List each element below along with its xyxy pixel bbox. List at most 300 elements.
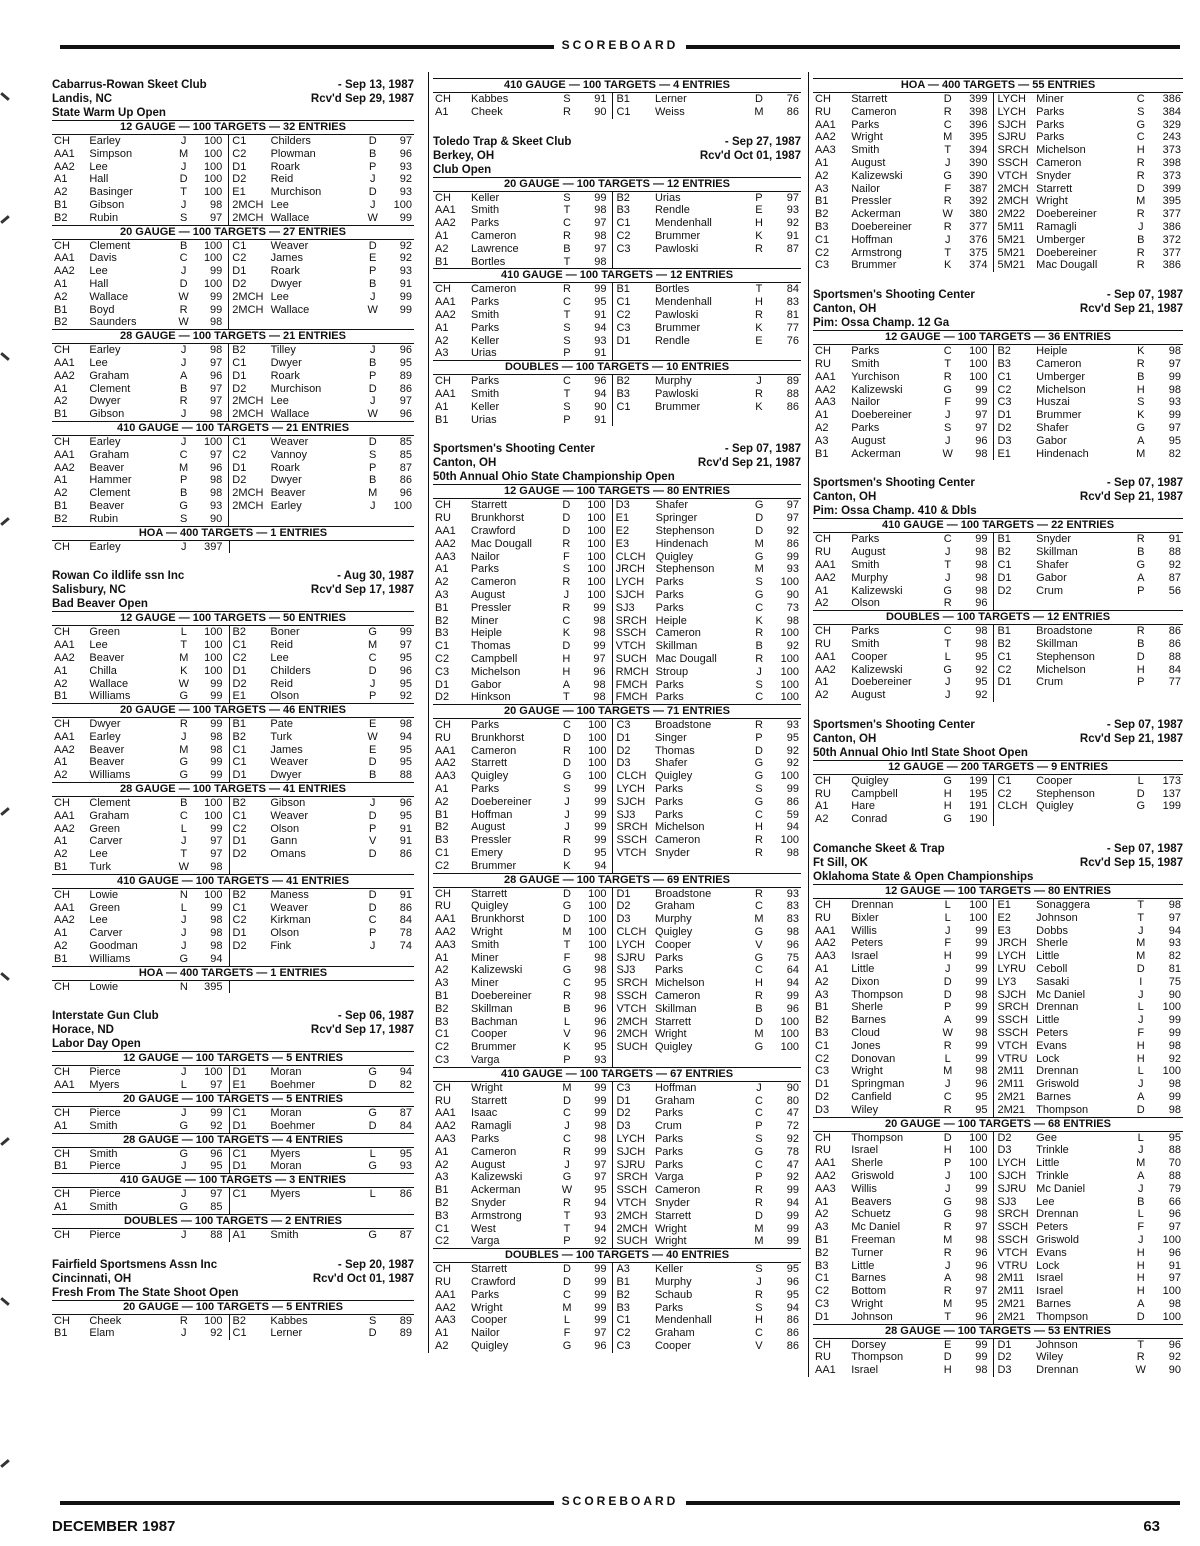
class-cell: VTCH	[994, 1040, 1034, 1053]
score-cell: 100	[203, 160, 223, 173]
initial-cell: G	[943, 1208, 952, 1221]
results-section	[52, 1173, 414, 1214]
club-block	[813, 718, 1183, 826]
score-cell: 100	[969, 1157, 988, 1170]
class-cell: B3	[435, 1209, 449, 1222]
shooter-name-cell: Goodman	[89, 940, 138, 953]
initial-cell: D	[563, 913, 571, 926]
initial-cell: J	[369, 395, 376, 408]
initial-cell: K	[562, 627, 571, 640]
section-heading: 12 GAUGE — 100 TARGETS — 32 ENTRIES	[52, 121, 414, 135]
table-row	[433, 1028, 801, 1041]
received-date: Rcv'd Sep 15, 1987	[1079, 857, 1183, 870]
initial-cell: J	[944, 1170, 951, 1183]
initial-cell: J	[944, 1259, 951, 1272]
class-cell: C1	[229, 1148, 268, 1161]
initial-cell: W	[178, 861, 189, 874]
initial-cell: R	[179, 395, 188, 408]
class-cell: LYCH	[613, 1133, 653, 1146]
initial-cell: R	[179, 303, 188, 316]
initial-cell: J	[180, 356, 187, 369]
score-cell: 96	[975, 1078, 988, 1091]
results-section	[813, 884, 1183, 1117]
table-row	[813, 546, 1183, 559]
score-cell: 99	[786, 1209, 799, 1222]
club-name: Comanche Skeet & Trap	[813, 843, 945, 856]
score-cell: 394	[969, 144, 988, 157]
class-cell: A3	[815, 434, 829, 447]
score-cell: 96	[1168, 1246, 1181, 1259]
class-cell: SSCH	[613, 990, 653, 1003]
initial-cell: M	[754, 913, 764, 926]
initial-cell: S	[755, 1133, 763, 1145]
class-cell: CH	[815, 899, 831, 912]
class-cell: A2	[815, 689, 829, 702]
initial-cell: D	[368, 848, 377, 861]
score-cell: 92	[594, 1235, 607, 1248]
class-cell: E3	[612, 538, 654, 551]
class-cell: 2MCH	[229, 500, 269, 513]
table-row	[52, 1107, 414, 1120]
score-cell: 99	[975, 963, 988, 976]
initial-cell: W	[942, 208, 953, 221]
class-cell	[229, 981, 268, 994]
class-cell: LY3	[994, 976, 1034, 989]
score-cell: 243	[1162, 131, 1181, 144]
class-cell: AA2	[435, 926, 456, 939]
score-cell: 98	[975, 1364, 988, 1377]
shooter-name-cell: Crawford	[470, 1275, 516, 1288]
score-cell: 100	[588, 757, 607, 770]
initial-cell: J	[1137, 988, 1144, 1001]
shooter-name-cell: Starrett	[470, 757, 508, 770]
score-cell: 100	[204, 626, 223, 639]
club-header	[52, 1009, 414, 1023]
score-cell: 99	[594, 1145, 607, 1158]
class-cell: D2	[229, 678, 268, 691]
shooter-name-cell: Pawloski	[654, 387, 699, 400]
results-section	[52, 1092, 414, 1133]
score-cell: 100	[204, 888, 223, 901]
class-cell: RU	[815, 546, 831, 559]
shooter-name-cell: Ackerman	[470, 1184, 521, 1197]
shoot-date: - Sep 27, 1987	[724, 135, 801, 148]
shooter-name-cell: Williams	[89, 769, 131, 782]
initial-cell: C	[1136, 131, 1145, 144]
class-cell: CH	[815, 625, 831, 638]
class-cell: CH	[815, 345, 831, 358]
score-cell: 86	[399, 848, 412, 861]
results-table	[52, 1315, 414, 1341]
score-cell: 86	[1168, 637, 1181, 650]
score-cell: 79	[1168, 1182, 1181, 1195]
score-cell: 59	[786, 808, 799, 821]
class-cell: AA3	[435, 1133, 456, 1145]
score-cell: 89	[399, 1327, 412, 1340]
class-cell: A2	[54, 940, 68, 953]
table-row	[813, 422, 1183, 435]
initial-cell: J	[369, 198, 376, 211]
shooter-name-cell: Starrett	[470, 887, 508, 900]
initial-cell: R	[754, 834, 763, 847]
score-cell: 92	[210, 1119, 223, 1132]
class-cell: D1	[613, 335, 653, 348]
initial-cell: C	[563, 719, 571, 732]
score-cell: 386	[1162, 259, 1181, 272]
shooter-name-cell: Dwyer	[270, 769, 302, 782]
initial-cell: M	[1136, 1157, 1146, 1170]
initial-cell: G	[179, 769, 189, 782]
class-cell: B2	[54, 211, 68, 224]
shooter-name-cell: Kalizewski	[851, 383, 903, 396]
table-row	[52, 1066, 414, 1079]
shooter-name-cell: Mac Dougall	[470, 537, 532, 550]
score-cell: 100	[587, 537, 606, 550]
table-row	[813, 1364, 1183, 1377]
class-cell: C1	[229, 1188, 268, 1201]
class-cell: B2	[994, 546, 1034, 559]
class-cell: AA2	[435, 308, 456, 321]
class-cell: 2MCH	[229, 487, 269, 500]
shooter-name-cell: Barnes	[1036, 1091, 1072, 1104]
score-cell: 94	[1168, 924, 1181, 937]
class-cell: RU	[435, 1275, 451, 1288]
initial-cell: R	[754, 847, 763, 860]
initial-cell: H	[943, 950, 952, 963]
score-cell: 99	[975, 383, 988, 396]
score-cell: 98	[594, 1120, 607, 1133]
table-row	[813, 937, 1183, 950]
shooter-name-cell: Earley	[89, 435, 121, 448]
class-cell: 2MCH	[613, 1223, 653, 1236]
class-cell: AA2	[815, 571, 836, 584]
results-table	[52, 718, 414, 782]
class-cell: A1	[54, 474, 68, 487]
initial-cell: H	[1136, 1039, 1145, 1052]
initial-cell: G	[943, 383, 952, 396]
score-cell: 98	[786, 847, 799, 860]
shooter-name-cell: Doebereiner	[851, 409, 912, 422]
shooter-name-cell: August	[851, 434, 886, 447]
initial-cell: J	[944, 571, 951, 584]
initial-cell: A	[1137, 434, 1145, 447]
table-row	[433, 860, 801, 873]
score-cell: 81	[1168, 963, 1181, 976]
class-cell: CH	[435, 887, 451, 900]
class-cell	[994, 813, 1034, 826]
shooter-name-cell: Mc Daniel	[1036, 988, 1086, 1001]
score-cell: 98	[210, 927, 223, 940]
section-heading: 12 GAUGE — 100 TARGETS — 50 ENTRIES	[52, 612, 414, 626]
shooter-name-cell: Stroup	[655, 665, 689, 678]
score-cell: 87	[399, 461, 412, 474]
score-cell: 90	[786, 1081, 799, 1094]
class-cell: AA1	[435, 204, 456, 217]
initial-cell: T	[944, 558, 952, 571]
score-cell: 96	[399, 664, 412, 677]
class-cell: C1	[229, 810, 268, 823]
class-cell: AA2	[54, 743, 75, 756]
score-cell	[769, 1054, 801, 1067]
score-cell: 100	[204, 797, 223, 810]
score-cell: 100	[587, 588, 606, 601]
score-cell: 94	[399, 1066, 412, 1079]
score-cell: 95	[210, 1160, 223, 1173]
shooter-name-cell: Starrett	[470, 1094, 508, 1107]
shooter-name-cell: Springer	[655, 512, 698, 525]
class-cell: D1	[229, 927, 268, 940]
section-heading: 28 GAUGE — 100 TARGETS — 53 ENTRIES	[813, 1325, 1183, 1339]
initial-cell: G	[754, 550, 764, 563]
initial-cell: P	[755, 1120, 763, 1133]
initial-cell: R	[1136, 169, 1145, 182]
initial-cell: C	[943, 625, 952, 638]
class-cell: B2	[435, 1196, 449, 1209]
class-cell: VTCH	[612, 640, 654, 653]
table-row	[52, 756, 414, 769]
score-cell: 87	[399, 1107, 412, 1120]
shooter-name-cell: Wright	[654, 1222, 687, 1235]
class-cell	[229, 1201, 268, 1214]
shooter-name-cell: Starrett	[1036, 182, 1073, 195]
score-cell: 99	[786, 1184, 799, 1197]
class-cell: 2MCH	[229, 408, 269, 421]
initial-cell: R	[563, 744, 571, 757]
class-cell: A1	[815, 409, 829, 422]
club-header	[813, 842, 1183, 856]
table-row	[813, 899, 1183, 912]
score-cell: 96	[975, 1259, 988, 1272]
shooter-name-cell: Wallace	[89, 290, 129, 303]
score-cell	[769, 256, 801, 269]
shooter-name-cell: Turk	[89, 861, 111, 874]
shooter-name-cell: Parks	[470, 321, 500, 334]
initial-cell: H	[562, 652, 571, 665]
shooter-name-cell: Brummer	[654, 400, 701, 413]
table-row	[433, 217, 801, 230]
initial-cell: R	[755, 627, 764, 640]
score-cell: 72	[786, 1120, 799, 1133]
shooter-name-cell: Mac Dougall	[1036, 259, 1098, 272]
shooter-name-cell: Cameron	[851, 105, 897, 118]
initial-cell: P	[368, 927, 377, 940]
class-cell: E1	[229, 690, 268, 703]
table-row	[433, 1302, 801, 1315]
shooter-name-cell: Drennan	[1036, 1364, 1079, 1377]
table-row	[433, 296, 801, 309]
class-cell: B2	[54, 512, 68, 525]
class-cell: AA1	[54, 809, 75, 822]
shooter-name-cell: Cameron	[1036, 156, 1082, 169]
score-cell: 95	[975, 676, 988, 689]
class-cell: SRCH	[612, 615, 654, 628]
club-location-line	[813, 732, 1183, 746]
shooter-name-cell: Kalizewski	[851, 584, 903, 597]
shooter-name-cell: Peters	[851, 937, 883, 950]
shooter-name-cell: Dobbs	[1036, 924, 1068, 937]
class-cell: SSCH	[613, 834, 653, 847]
initial-cell: R	[563, 229, 571, 242]
shooter-name-cell: Clement	[89, 487, 131, 500]
section-heading: 410 GAUGE — 100 TARGETS — 22 ENTRIES	[813, 519, 1183, 533]
score-cell: 96	[210, 1147, 223, 1160]
initial-cell: D	[943, 988, 952, 1001]
shooter-name-cell: August	[851, 156, 886, 169]
score-cell: 98	[210, 914, 223, 927]
shooter-name-cell: Wright	[851, 131, 883, 144]
table-row	[52, 665, 414, 678]
club-block	[52, 1258, 414, 1341]
shooter-name-cell: Drennan	[1036, 1208, 1079, 1221]
class-cell: CLCH	[612, 551, 654, 564]
initial-cell: R	[943, 195, 952, 208]
table-row	[813, 435, 1183, 448]
initial-cell: T	[563, 1222, 571, 1235]
score-cell: 97	[399, 135, 412, 147]
shooter-name-cell: Moran	[270, 1160, 302, 1173]
shooter-name-cell: Heiple	[1036, 345, 1068, 358]
results-table	[813, 345, 1183, 460]
shooter-name-cell: Isaac	[470, 1107, 498, 1120]
score-cell: 99	[1168, 1027, 1181, 1040]
event-name: State Warm Up Open	[52, 107, 166, 119]
club-header	[52, 1258, 414, 1272]
score-cell: 100	[780, 1015, 799, 1028]
initial-cell: G	[943, 169, 952, 182]
shooter-name-cell: Wright	[851, 1297, 883, 1310]
class-cell: VTCH	[613, 1003, 653, 1016]
score-cell: 95	[594, 1184, 607, 1197]
club-block	[813, 288, 1183, 460]
initial-cell: G	[1136, 421, 1146, 434]
initial-cell	[749, 347, 769, 360]
section-heading: DOUBLES — 100 TARGETS — 2 ENTRIES	[52, 1215, 414, 1229]
initial-cell	[363, 513, 383, 526]
table-row	[52, 462, 414, 475]
shooter-name-cell: Myers	[89, 1079, 120, 1092]
score-cell: 92	[786, 524, 799, 537]
initial-cell: C	[754, 1327, 763, 1340]
shooter-name-cell: Mendenhall	[654, 1314, 712, 1327]
class-cell: C1	[229, 357, 269, 370]
shooter-name-cell: Barnes	[851, 1272, 887, 1285]
shooter-name-cell: Mc Daniel	[851, 1221, 901, 1234]
table-row	[433, 1210, 801, 1223]
initial-cell: H	[1136, 1285, 1145, 1298]
class-cell: CH	[54, 1188, 70, 1201]
table-row	[52, 186, 414, 199]
initial-cell: K	[755, 321, 763, 334]
score-cell: 93	[399, 160, 412, 173]
initial-cell: B	[369, 356, 377, 369]
initial-cell: W	[367, 408, 378, 421]
score-cell: 86	[1168, 625, 1181, 638]
class-cell: 2M21	[994, 1091, 1034, 1104]
score-cell: 77	[786, 321, 799, 334]
class-cell: CH	[54, 1314, 70, 1327]
shooter-name-cell: Parks	[851, 345, 880, 358]
table-row	[52, 408, 414, 421]
initial-cell: G	[754, 770, 764, 783]
class-cell: 5M21	[994, 234, 1034, 247]
shooter-name-cell: Huszai	[1036, 396, 1070, 409]
results-section	[52, 874, 414, 966]
class-cell: SJ3	[612, 602, 654, 615]
score-cell: 99	[594, 283, 607, 296]
initial-cell: P	[369, 160, 377, 173]
score-cell: 93	[786, 563, 799, 576]
class-cell: CH	[435, 283, 451, 296]
class-cell: B1	[815, 1001, 829, 1014]
class-cell: C2	[229, 823, 268, 836]
class-cell: C1	[815, 233, 830, 246]
score-cell: 90	[1168, 1364, 1181, 1377]
footer-rule	[60, 1494, 1180, 1508]
score-cell: 100	[587, 524, 606, 537]
class-cell: C3	[613, 1082, 653, 1095]
class-cell: CH	[435, 719, 451, 732]
score-cell: 98	[594, 1133, 607, 1145]
results-section	[52, 526, 414, 554]
score-cell: 96	[975, 1310, 988, 1323]
class-cell: C3	[815, 259, 830, 272]
initial-cell: J	[180, 435, 187, 448]
shooter-name-cell	[1034, 597, 1131, 610]
section-heading: 20 GAUGE — 100 TARGETS — 71 ENTRIES	[433, 705, 801, 719]
initial-cell: T	[180, 848, 188, 861]
class-cell: C3	[613, 1340, 653, 1353]
score-cell: 92	[1168, 1351, 1181, 1364]
table-row	[813, 144, 1183, 157]
class-cell: B2	[229, 797, 268, 810]
class-cell: C3	[815, 1297, 830, 1310]
class-cell: D1	[994, 409, 1034, 422]
section-heading: 410 GAUGE — 100 TARGETS — 12 ENTRIES	[433, 269, 801, 283]
class-cell: CH	[815, 774, 831, 787]
table-row	[433, 783, 801, 796]
table-row	[433, 834, 801, 847]
initial-cell: R	[754, 719, 763, 732]
table-row	[52, 344, 414, 357]
score-cell: 99	[975, 1182, 988, 1195]
shooter-name-cell	[268, 541, 362, 554]
shooter-name-cell: Cooper	[470, 1314, 508, 1327]
score-cell: 95	[399, 1147, 412, 1160]
shooter-name-cell: Kabbes	[470, 93, 509, 105]
class-cell: D3	[613, 1120, 653, 1133]
table-row	[52, 1315, 414, 1328]
club-header	[52, 78, 414, 92]
class-cell: E1	[229, 1079, 268, 1092]
shooter-name-cell: Snyder	[470, 1196, 506, 1209]
shooter-name-cell: Sherle	[1036, 937, 1068, 950]
score-cell: 91	[399, 835, 412, 848]
score-cell	[769, 860, 801, 873]
class-cell: SSCH	[613, 1184, 653, 1197]
table-row	[52, 769, 414, 782]
table-row	[52, 902, 414, 915]
section-heading: DOUBLES — 100 TARGETS — 12 ENTRIES	[813, 611, 1183, 625]
table-row	[813, 221, 1183, 234]
shooter-name-cell: Fink	[270, 940, 292, 953]
initial-cell: J	[944, 233, 951, 246]
shooter-name-cell: Quigley	[470, 1339, 509, 1352]
table-row	[433, 563, 801, 576]
table-row	[433, 414, 801, 427]
score-cell: 384	[1162, 105, 1181, 118]
results-table	[433, 283, 801, 360]
score-cell: 100	[1162, 1310, 1181, 1323]
